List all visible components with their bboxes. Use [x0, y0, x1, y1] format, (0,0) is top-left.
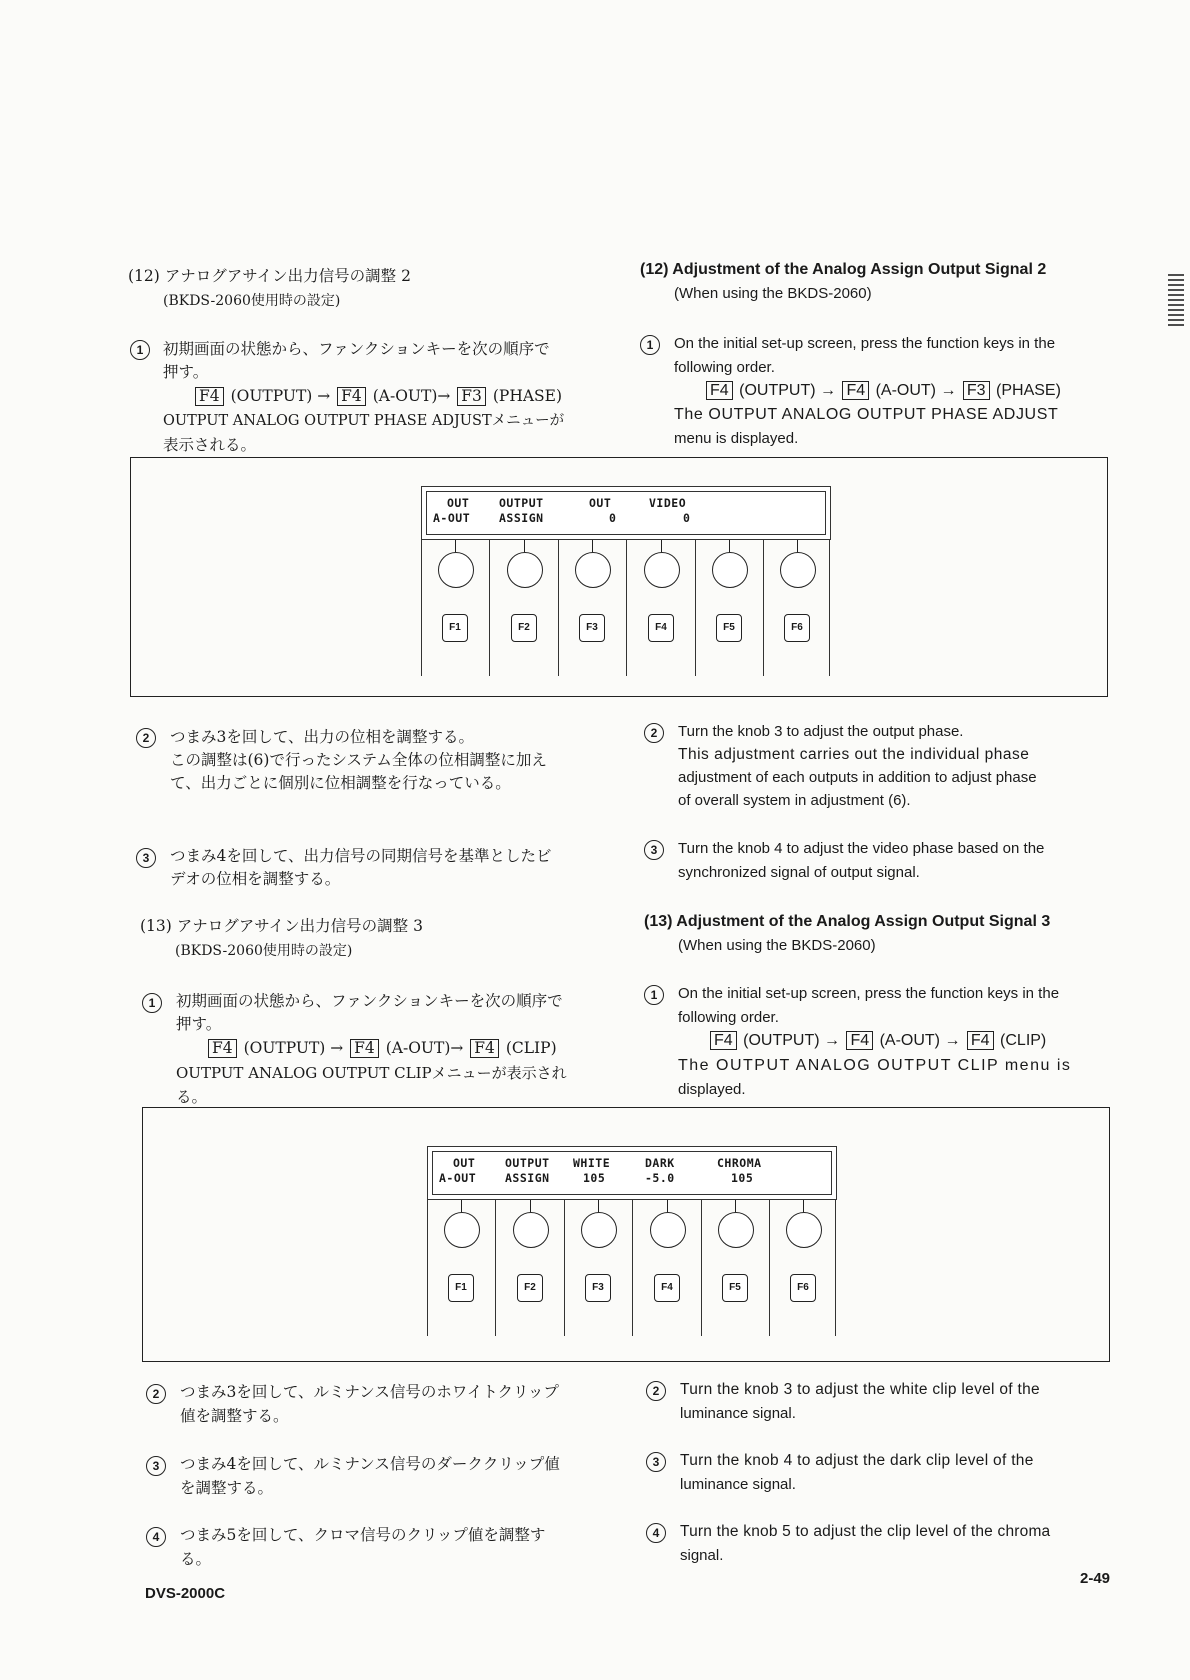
s12-step1-jp-l2: 押す。: [163, 363, 209, 381]
s13-step3-en-l2: luminance signal.: [680, 1476, 796, 1493]
channel-divider: [427, 1200, 428, 1336]
lcd-cell: ASSIGN: [499, 511, 544, 525]
s12-panel-frame: [130, 457, 1108, 697]
lcd-cell: OUTPUT: [505, 1156, 550, 1170]
s12-jp-title: (12) アナログアサイン出力信号の調整 2: [128, 267, 411, 285]
channel-divider: [769, 1200, 770, 1336]
s13-step1-jp-l2: 押す。: [176, 1015, 222, 1033]
key-f3: F3: [457, 387, 486, 406]
lcd-cell: DARK: [645, 1156, 675, 1170]
key-label: (OUTPUT): [243, 1039, 326, 1057]
s12-step1-jp-l1: 初期画面の状態から、ファンクションキーを次の順序で: [163, 340, 550, 358]
s13-step3-num-en: 3: [646, 1452, 666, 1472]
s12-step2-num-jp: 2: [136, 728, 156, 748]
key-f4: F4: [350, 1039, 379, 1058]
s13-step2-en-l1: Turn the knob 3 to adjust the white clip level of the: [680, 1381, 1040, 1398]
key-f4: F4: [208, 1039, 237, 1058]
s12-en-sub: (When using the BKDS-2060): [674, 285, 872, 302]
knob-5[interactable]: [712, 552, 748, 588]
s13-step1-jp-l4: る。: [176, 1088, 208, 1106]
s12-step1-en-l2: following order.: [674, 359, 775, 376]
s12-lcd-display: [421, 486, 831, 540]
f3-key[interactable]: F3: [579, 614, 605, 642]
s13-step3-jp-l2: を調整する。: [180, 1479, 274, 1497]
s13-jp-title: (13) アナログアサイン出力信号の調整 3: [140, 917, 423, 935]
knob-stem: [461, 1200, 462, 1212]
channel-divider: [558, 540, 559, 676]
s12-lcd-row1: [427, 496, 825, 511]
knob-1[interactable]: [444, 1212, 480, 1248]
knob-stem: [667, 1200, 668, 1212]
lcd-cell: ASSIGN: [505, 1171, 550, 1185]
key-f4: F4: [706, 381, 733, 400]
f6-key[interactable]: F6: [784, 614, 810, 642]
s13-jp-sub: (BKDS-2060使用時の設定): [175, 943, 353, 959]
key-f4: F4: [195, 387, 224, 406]
lcd-cell: 0: [683, 511, 691, 525]
f6-key[interactable]: F6: [790, 1274, 816, 1302]
knob-stem: [530, 1200, 531, 1212]
key-label: (OUTPUT): [743, 1032, 820, 1049]
channel-divider: [564, 1200, 565, 1336]
key-label: (A-OUT): [385, 1039, 451, 1057]
s12-step3-jp-l2: デオの位相を調整する。: [170, 870, 341, 888]
lcd-cell: 0: [609, 511, 617, 525]
lcd-cell: VIDEO: [649, 496, 687, 510]
key-label: (CLIP): [505, 1039, 557, 1057]
s12-control-panel: [421, 486, 831, 676]
footer-page-number: 2-49: [1080, 1570, 1111, 1587]
s12-knob-row: [421, 540, 831, 676]
knob-2[interactable]: [507, 552, 543, 588]
side-marker-graphic: [1168, 272, 1184, 332]
key-f4: F4: [967, 1031, 994, 1050]
s12-step2-en-l4: of overall system in adjustment (6).: [678, 792, 911, 809]
knob-6[interactable]: [786, 1212, 822, 1248]
knob-2[interactable]: [513, 1212, 549, 1248]
s13-step3-en-l1: Turn the knob 4 to adjust the dark clip level of the: [680, 1452, 1034, 1469]
key-label: (PHASE): [492, 387, 563, 405]
channel-divider: [632, 1200, 633, 1336]
lcd-cell: WHITE: [573, 1156, 611, 1170]
s13-step3-num-jp: 3: [146, 1456, 166, 1476]
s12-step2-en-l1: Turn the knob 3 to adjust the output phase.: [678, 723, 964, 740]
knob-stem: [524, 540, 525, 552]
channel-divider: [763, 540, 764, 676]
f2-key[interactable]: F2: [511, 614, 537, 642]
s12-step2-en-l3: adjustment of each outputs in addition to adjust phase: [678, 769, 1037, 786]
s13-step2-jp-l2: 値を調整する。: [180, 1407, 289, 1425]
s13-step1-jp-keys: F4 (OUTPUT) → F4 (A-OUT)→ F4 (CLIP): [206, 1037, 557, 1060]
knob-stem: [598, 1200, 599, 1212]
key-f4: F4: [842, 381, 869, 400]
key-label: (A-OUT): [879, 1032, 941, 1049]
knob-4[interactable]: [644, 552, 680, 588]
channel-divider: [495, 1200, 496, 1336]
s12-step3-jp-l1: つまみ4を回して、出力信号の同期信号を基準としたビ: [170, 847, 552, 865]
channel-divider: [829, 540, 830, 676]
channel-divider: [626, 540, 627, 676]
s13-step2-num-en: 2: [646, 1381, 666, 1401]
s13-step4-num-jp: 4: [146, 1527, 166, 1547]
lcd-cell: CHROMA: [717, 1156, 762, 1170]
s13-lcd-row2: [433, 1171, 831, 1186]
channel-divider: [835, 1200, 836, 1336]
s12-step3-en-l1: Turn the knob 4 to adjust the video phase based on the: [678, 840, 1045, 857]
s13-step1-jp-l1: 初期画面の状態から、ファンクションキーを次の順序で: [176, 992, 563, 1010]
s12-step1-jp-menu: OUTPUT ANALOG OUTPUT PHASE ADJUSTメニューが: [163, 413, 565, 429]
s12-step3-en-l2: synchronized signal of output signal.: [678, 864, 920, 881]
key-label: (OUTPUT): [230, 387, 313, 405]
s13-step4-num-en: 4: [646, 1523, 666, 1543]
knob-stem: [592, 540, 593, 552]
s13-lcd-screen: [432, 1151, 832, 1195]
channel-divider: [695, 540, 696, 676]
s12-lcd-screen: [426, 491, 826, 535]
s13-step2-num-jp: 2: [146, 1384, 166, 1404]
knob-1[interactable]: [438, 552, 474, 588]
s13-step1-num-jp: 1: [142, 993, 162, 1013]
key-label: (A-OUT): [372, 387, 438, 405]
f2-key[interactable]: F2: [517, 1274, 543, 1302]
lcd-cell: OUT: [589, 496, 612, 510]
f5-key[interactable]: F5: [716, 614, 742, 642]
s13-lcd-row1: [433, 1156, 831, 1171]
key-label: (PHASE): [996, 382, 1061, 399]
s13-step3-jp-l1: つまみ4を回して、ルミナンス信号のダーククリップ値: [180, 1455, 560, 1473]
s13-step1-en-l2: following order.: [678, 1009, 779, 1026]
s13-step4-en-l2: signal.: [680, 1547, 724, 1564]
s12-step1-num-en: 1: [640, 335, 660, 355]
key-f4: F4: [337, 387, 366, 406]
s12-step1-jp-keys: F4 (OUTPUT) → F4 (A-OUT)→ F3 (PHASE): [193, 385, 562, 408]
s12-jp-sub: (BKDS-2060使用時の設定): [163, 293, 341, 309]
knob-stem: [455, 540, 456, 552]
key-label: (CLIP): [1000, 1032, 1047, 1049]
s12-step1-en-l4: menu is displayed.: [674, 430, 799, 447]
s12-step1-num-jp: 1: [130, 340, 150, 360]
lcd-cell: 105: [583, 1171, 606, 1185]
knob-4[interactable]: [650, 1212, 686, 1248]
lcd-cell: 105: [731, 1171, 754, 1185]
s12-step1-en-keys: F4 (OUTPUT) → F4 (A-OUT) → F3 (PHASE): [704, 379, 1061, 403]
s13-step1-en-l1: On the initial set-up screen, press the function keys in the: [678, 985, 1060, 1002]
f5-key[interactable]: F5: [722, 1274, 748, 1302]
key-f4: F4: [846, 1031, 873, 1050]
knob-6[interactable]: [780, 552, 816, 588]
s13-en-sub: (When using the BKDS-2060): [678, 937, 876, 954]
s12-step1-en-menu: The OUTPUT ANALOG OUTPUT PHASE ADJUST: [674, 406, 1059, 423]
s13-step2-en-l2: luminance signal.: [680, 1405, 796, 1422]
f1-key[interactable]: F1: [442, 614, 468, 642]
s12-step1-en-l1: On the initial set-up screen, press the function keys in the: [674, 335, 1056, 352]
footer-model: DVS-2000C: [145, 1585, 226, 1602]
key-label: (OUTPUT): [739, 382, 816, 399]
key-f4: F4: [470, 1039, 499, 1058]
f4-key[interactable]: F4: [648, 614, 674, 642]
s12-step2-jp-l2: この調整は(6)で行ったシステム全体の位相調整に加え: [170, 751, 547, 769]
f3-key[interactable]: F3: [585, 1274, 611, 1302]
channel-divider: [489, 540, 490, 676]
knob-stem: [797, 540, 798, 552]
f1-key[interactable]: F1: [448, 1274, 474, 1302]
key-f4: F4: [710, 1031, 737, 1050]
knob-stem: [729, 540, 730, 552]
s12-lcd-row2: [427, 511, 825, 526]
s12-step3-num-en: 3: [644, 840, 664, 860]
knob-3[interactable]: [581, 1212, 617, 1248]
s13-lcd-display: [427, 1146, 837, 1200]
s12-step2-num-en: 2: [644, 723, 664, 743]
knob-stem: [735, 1200, 736, 1212]
key-label: (A-OUT): [875, 382, 937, 399]
s13-en-title: (13) Adjustment of the Analog Assign Output Signal 3: [644, 913, 1051, 930]
s13-step1-en-l4: displayed.: [678, 1081, 746, 1098]
s13-step4-jp-l1: つまみ5を回して、クロマ信号のクリップ値を調整す: [180, 1526, 546, 1544]
s12-step2-jp-l1: つまみ3を回して、出力の位相を調整する。: [170, 728, 475, 746]
s13-step4-jp-l2: る。: [180, 1550, 212, 1568]
knob-stem: [803, 1200, 804, 1212]
s12-step2-jp-l3: て、出力ごとに個別に位相調整を行なっている。: [170, 774, 511, 792]
lcd-cell: OUT: [447, 496, 470, 510]
s13-step1-jp-menu: OUTPUT ANALOG OUTPUT CLIPメニューが表示され: [176, 1064, 567, 1082]
lcd-cell: A-OUT: [433, 511, 471, 525]
side-marker: [1168, 272, 1184, 332]
s13-knob-row: [427, 1200, 837, 1336]
s13-panel-frame: [142, 1107, 1110, 1362]
lcd-cell: OUT: [453, 1156, 476, 1170]
s13-step4-en-l1: Turn the knob 5 to adjust the clip level of the chroma: [680, 1523, 1051, 1540]
key-f3: F3: [963, 381, 990, 400]
s12-en-title: (12) Adjustment of the Analog Assign Output Signal 2: [640, 261, 1047, 278]
s13-step1-en-keys: F4 (OUTPUT) → F4 (A-OUT) → F4 (CLIP): [708, 1029, 1046, 1053]
lcd-cell: A-OUT: [439, 1171, 477, 1185]
s13-step2-jp-l1: つまみ3を回して、ルミナンス信号のホワイトクリップ: [180, 1383, 559, 1401]
s13-step1-num-en: 1: [644, 985, 664, 1005]
s12-step3-num-jp: 3: [136, 848, 156, 868]
knob-stem: [661, 540, 662, 552]
lcd-cell: -5.0: [645, 1171, 675, 1185]
channel-divider: [701, 1200, 702, 1336]
knob-3[interactable]: [575, 552, 611, 588]
lcd-cell: OUTPUT: [499, 496, 544, 510]
s13-step1-en-menu: The OUTPUT ANALOG OUTPUT CLIP menu is: [678, 1057, 1072, 1074]
s12-step2-en-l2: This adjustment carries out the individual phase: [678, 746, 1030, 763]
s13-control-panel: [427, 1146, 837, 1336]
channel-divider: [421, 540, 422, 676]
f4-key[interactable]: F4: [654, 1274, 680, 1302]
s12-step1-jp-l4: 表示される。: [163, 436, 257, 454]
knob-5[interactable]: [718, 1212, 754, 1248]
